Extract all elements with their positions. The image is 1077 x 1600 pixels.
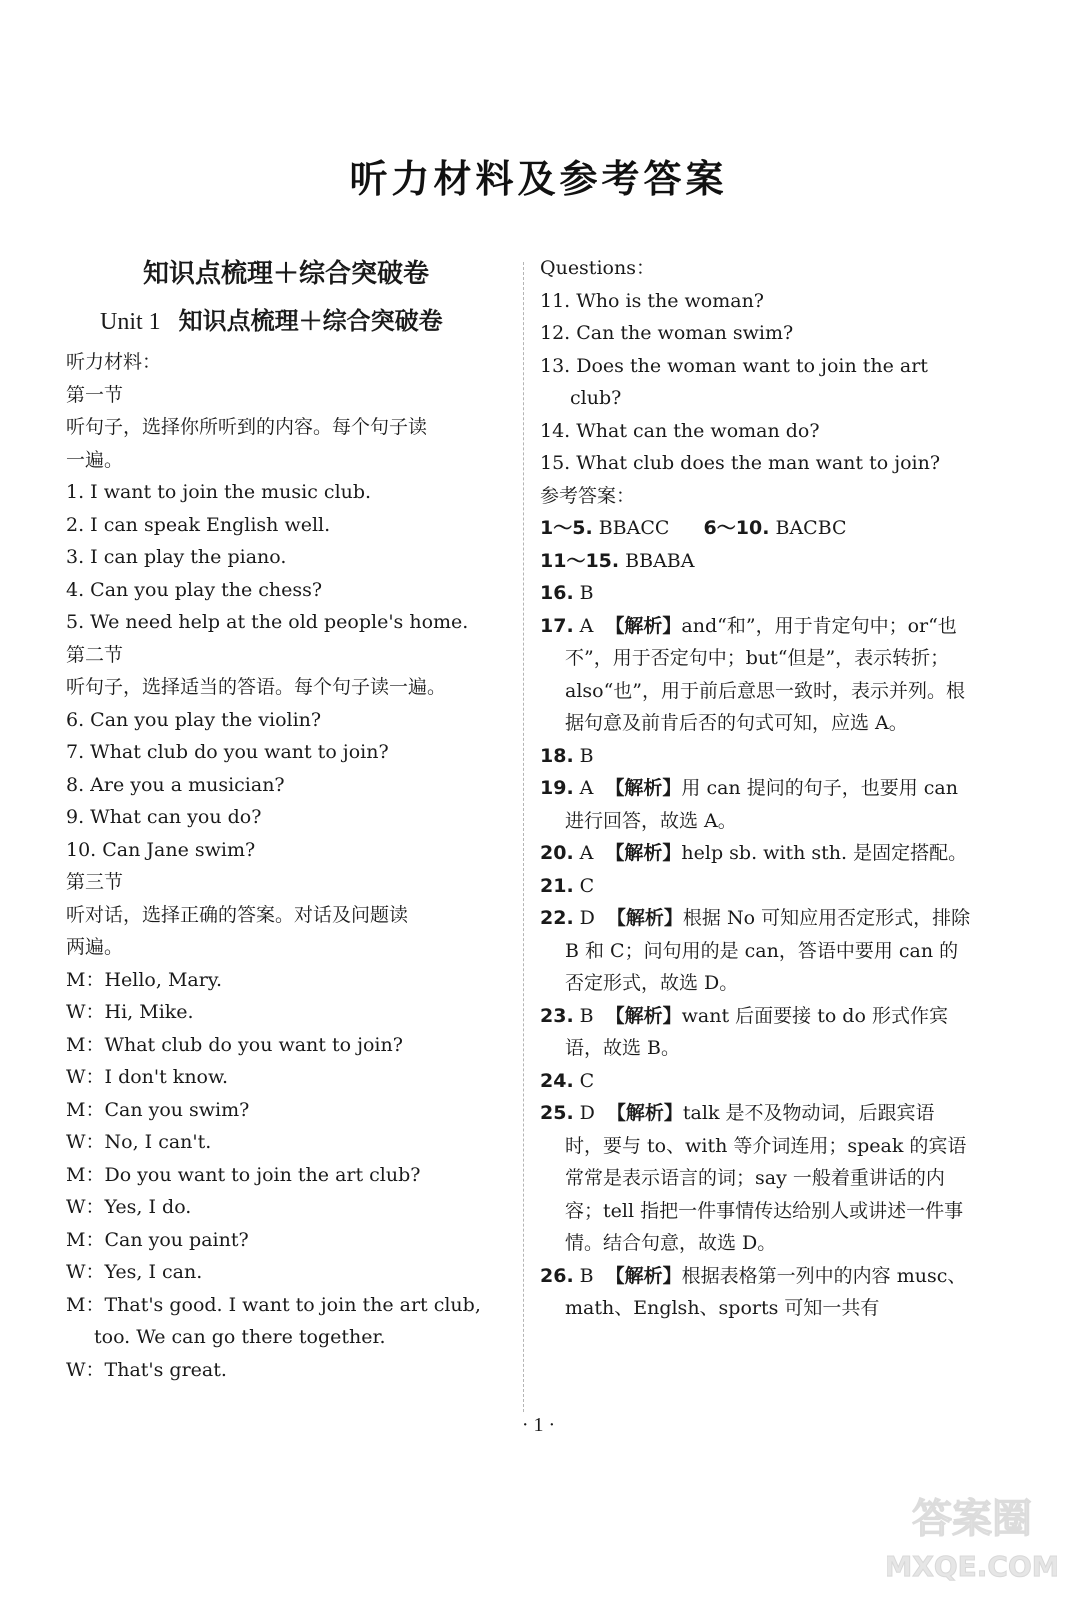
question-line: 11. Who is the woman?: [540, 289, 764, 312]
answer-number: 22.: [540, 907, 574, 929]
watermark-text: MXQE.COM: [887, 1550, 1057, 1583]
dialogue-line: W：No, I can't.: [66, 1131, 212, 1153]
analysis-tag: 【解析】: [605, 1004, 682, 1027]
analysis-tag: 【解析】: [605, 1264, 682, 1287]
analysis-tag: 【解析】: [605, 777, 682, 799]
instruction-line: 两遍。: [66, 936, 124, 958]
answer-item: [540, 902, 972, 1000]
right-column: [540, 252, 972, 1325]
sentence-line: 2. I can speak English well.: [66, 513, 331, 536]
answer-item: [540, 1260, 972, 1325]
dialogue-line: W：Yes, I can.: [66, 1261, 203, 1283]
answer-choice: D: [579, 907, 595, 929]
part-one-heading: 第一节: [66, 383, 124, 406]
dialogue-line: M：Can you swim?: [66, 1098, 250, 1121]
answer-number: 26.: [540, 1264, 574, 1287]
analysis-tag: 【解析】: [606, 1102, 683, 1124]
answer-item: [540, 1097, 972, 1260]
questions-label: Questions：: [540, 257, 655, 279]
analysis-tag: 【解析】: [605, 842, 682, 864]
sentence-line: 7. What club do you want to join?: [66, 741, 389, 763]
answer-number: 21.: [540, 874, 574, 897]
dialogue-line: M：Do you want to join the art club?: [66, 1163, 421, 1186]
unit-name: 知识点梳理＋综合突破卷: [178, 307, 443, 335]
analysis-text: 根据 No 可知应用否定形式，排除 B 和 C；问句用的是 can，答语中要用 can 的否定形式，故选 D。: [565, 907, 971, 994]
answer-item: [540, 772, 972, 837]
page-title: 听力材料及参考答案: [349, 157, 728, 201]
question-line: 14. What can the woman do?: [540, 419, 820, 442]
answer-item: [540, 1065, 972, 1098]
sentence-line: 6. Can you play the violin?: [66, 708, 322, 731]
sentence-line: 1. I want to join the music club.: [66, 481, 372, 503]
answer-choice: C: [579, 1069, 595, 1092]
answer-choice: D: [579, 1102, 595, 1124]
left-column: [66, 252, 506, 1386]
answer-choice: A: [579, 777, 594, 799]
dialogue-line: too. We can go there together.: [94, 1326, 386, 1348]
answer-range: 11～15.: [540, 549, 620, 572]
instruction-line: 听句子，选择适当的答语。每个句子读一遍。: [66, 676, 447, 698]
dialogue-line: W：Yes, I do.: [66, 1196, 192, 1218]
analysis-text: 根据表格第一列中的内容 musc、math、Englsh、sports 可知一共有: [565, 1264, 967, 1319]
answer-number: 17.: [540, 614, 574, 637]
answer-choice: A: [579, 614, 594, 637]
unit-heading: [66, 296, 506, 346]
answer-item: [540, 577, 972, 610]
sentence-line: 4. Can you play the chess?: [66, 578, 323, 601]
instruction-line: 听对话，选择正确的答案。对话及问题读: [66, 903, 409, 926]
answer-item: [540, 1000, 972, 1065]
answer-number: 20.: [540, 842, 574, 864]
watermark-logo-text: 答案圈: [912, 1496, 1032, 1542]
answer-range: 1～5.: [540, 517, 593, 539]
unit-number: Unit 1: [100, 309, 161, 335]
analysis-tag: 【解析】: [606, 907, 683, 929]
answer-value: BBABA: [625, 549, 695, 572]
answer-number: 23.: [540, 1004, 574, 1027]
sentence-line: 9. What can you do?: [66, 806, 262, 828]
answer-row: [540, 512, 972, 545]
analysis-text: help sb. with sth. 是固定搭配。: [681, 842, 968, 864]
part-two-heading: 第二节: [66, 643, 124, 666]
sentence-line: 10. Can Jane swim?: [66, 838, 256, 861]
answer-item: [540, 740, 972, 773]
dialogue-line: M：Hello, Mary.: [66, 968, 223, 991]
analysis-text: want 后面要接 to do 形式作宾语，故选 B。: [565, 1004, 948, 1059]
answer-choice: A: [579, 842, 594, 864]
dialogue-line: M：Can you paint?: [66, 1228, 249, 1251]
answer-number: 18.: [540, 744, 574, 767]
question-line: 15. What club does the man want to join?: [540, 452, 941, 474]
dialogue-line: M：That's good. I want to join the art club,: [66, 1293, 481, 1316]
sentence-line: 8. Are you a musician?: [66, 773, 285, 796]
instruction-line: 听句子，选择你所听到的内容。每个句子读: [66, 416, 428, 438]
answer-item: [540, 610, 972, 740]
answers-label: 参考答案：: [540, 484, 636, 507]
answer-range: 6～10.: [703, 517, 770, 539]
answer-value: BACBC: [775, 517, 847, 539]
page-number: · 1 ·: [521, 1414, 556, 1436]
answer-item: [540, 870, 972, 903]
answer-items: [540, 577, 972, 1325]
question-line: 12. Can the woman swim?: [540, 322, 794, 344]
part-three-heading: 第三节: [66, 871, 124, 893]
sentence-line: 5. We need help at the old people's home.: [66, 611, 469, 633]
dialogue-line: M：What club do you want to join?: [66, 1033, 403, 1056]
answer-choice: B: [579, 744, 594, 767]
answer-choice: B: [579, 582, 594, 604]
analysis-text: talk 是不及物动词，后跟宾语时，要与 to、with 等介词连用；speak 的宾语常常是表示语言的词；say 一般着重讲话的内容；tell 指把一件事情传达给别人或讲述一件事情。结合句意，故选 D。: [565, 1102, 967, 1254]
sentence-line: 3. I can play the piano.: [66, 546, 287, 568]
column-divider: [523, 262, 524, 1412]
question-line: 13. Does the woman want to join the art club?: [540, 354, 928, 409]
watermark-logo-icon: [887, 1488, 1057, 1588]
watermark: [887, 1488, 1057, 1588]
analysis-text: and“和”，用于肯定句中；or“也不”，用于否定句中；but“但是”，表示转折；also“也”，用于前后意思一致时，表示并列。根据句意及前肯后否的句式可知，应选 A。: [565, 614, 966, 734]
analysis-tag: 【解析】: [605, 614, 682, 637]
instruction-line: 一遍。: [66, 448, 124, 471]
answer-number: 16.: [540, 582, 574, 604]
answer-choice: B: [579, 1004, 594, 1027]
answer-number: 24.: [540, 1069, 574, 1092]
analysis-text: 用 can 提问的句子，也要用 can 进行回答，故选 A。: [565, 777, 958, 832]
answer-value: BBACC: [598, 517, 670, 539]
answer-item: [540, 837, 972, 870]
dialogue-line: W：That's great.: [66, 1358, 227, 1381]
dialogue-line: W：Hi, Mike.: [66, 1001, 194, 1023]
section-title: 知识点梳理＋综合突破卷: [142, 259, 429, 289]
answer-row: [540, 545, 972, 578]
answer-choice: B: [579, 1264, 594, 1287]
listening-label: 听力材料：: [66, 351, 162, 373]
dialogue-line: W：I don't know.: [66, 1066, 229, 1088]
answer-choice: C: [579, 874, 595, 897]
answer-number: 25.: [540, 1102, 574, 1124]
answer-number: 19.: [540, 777, 574, 799]
